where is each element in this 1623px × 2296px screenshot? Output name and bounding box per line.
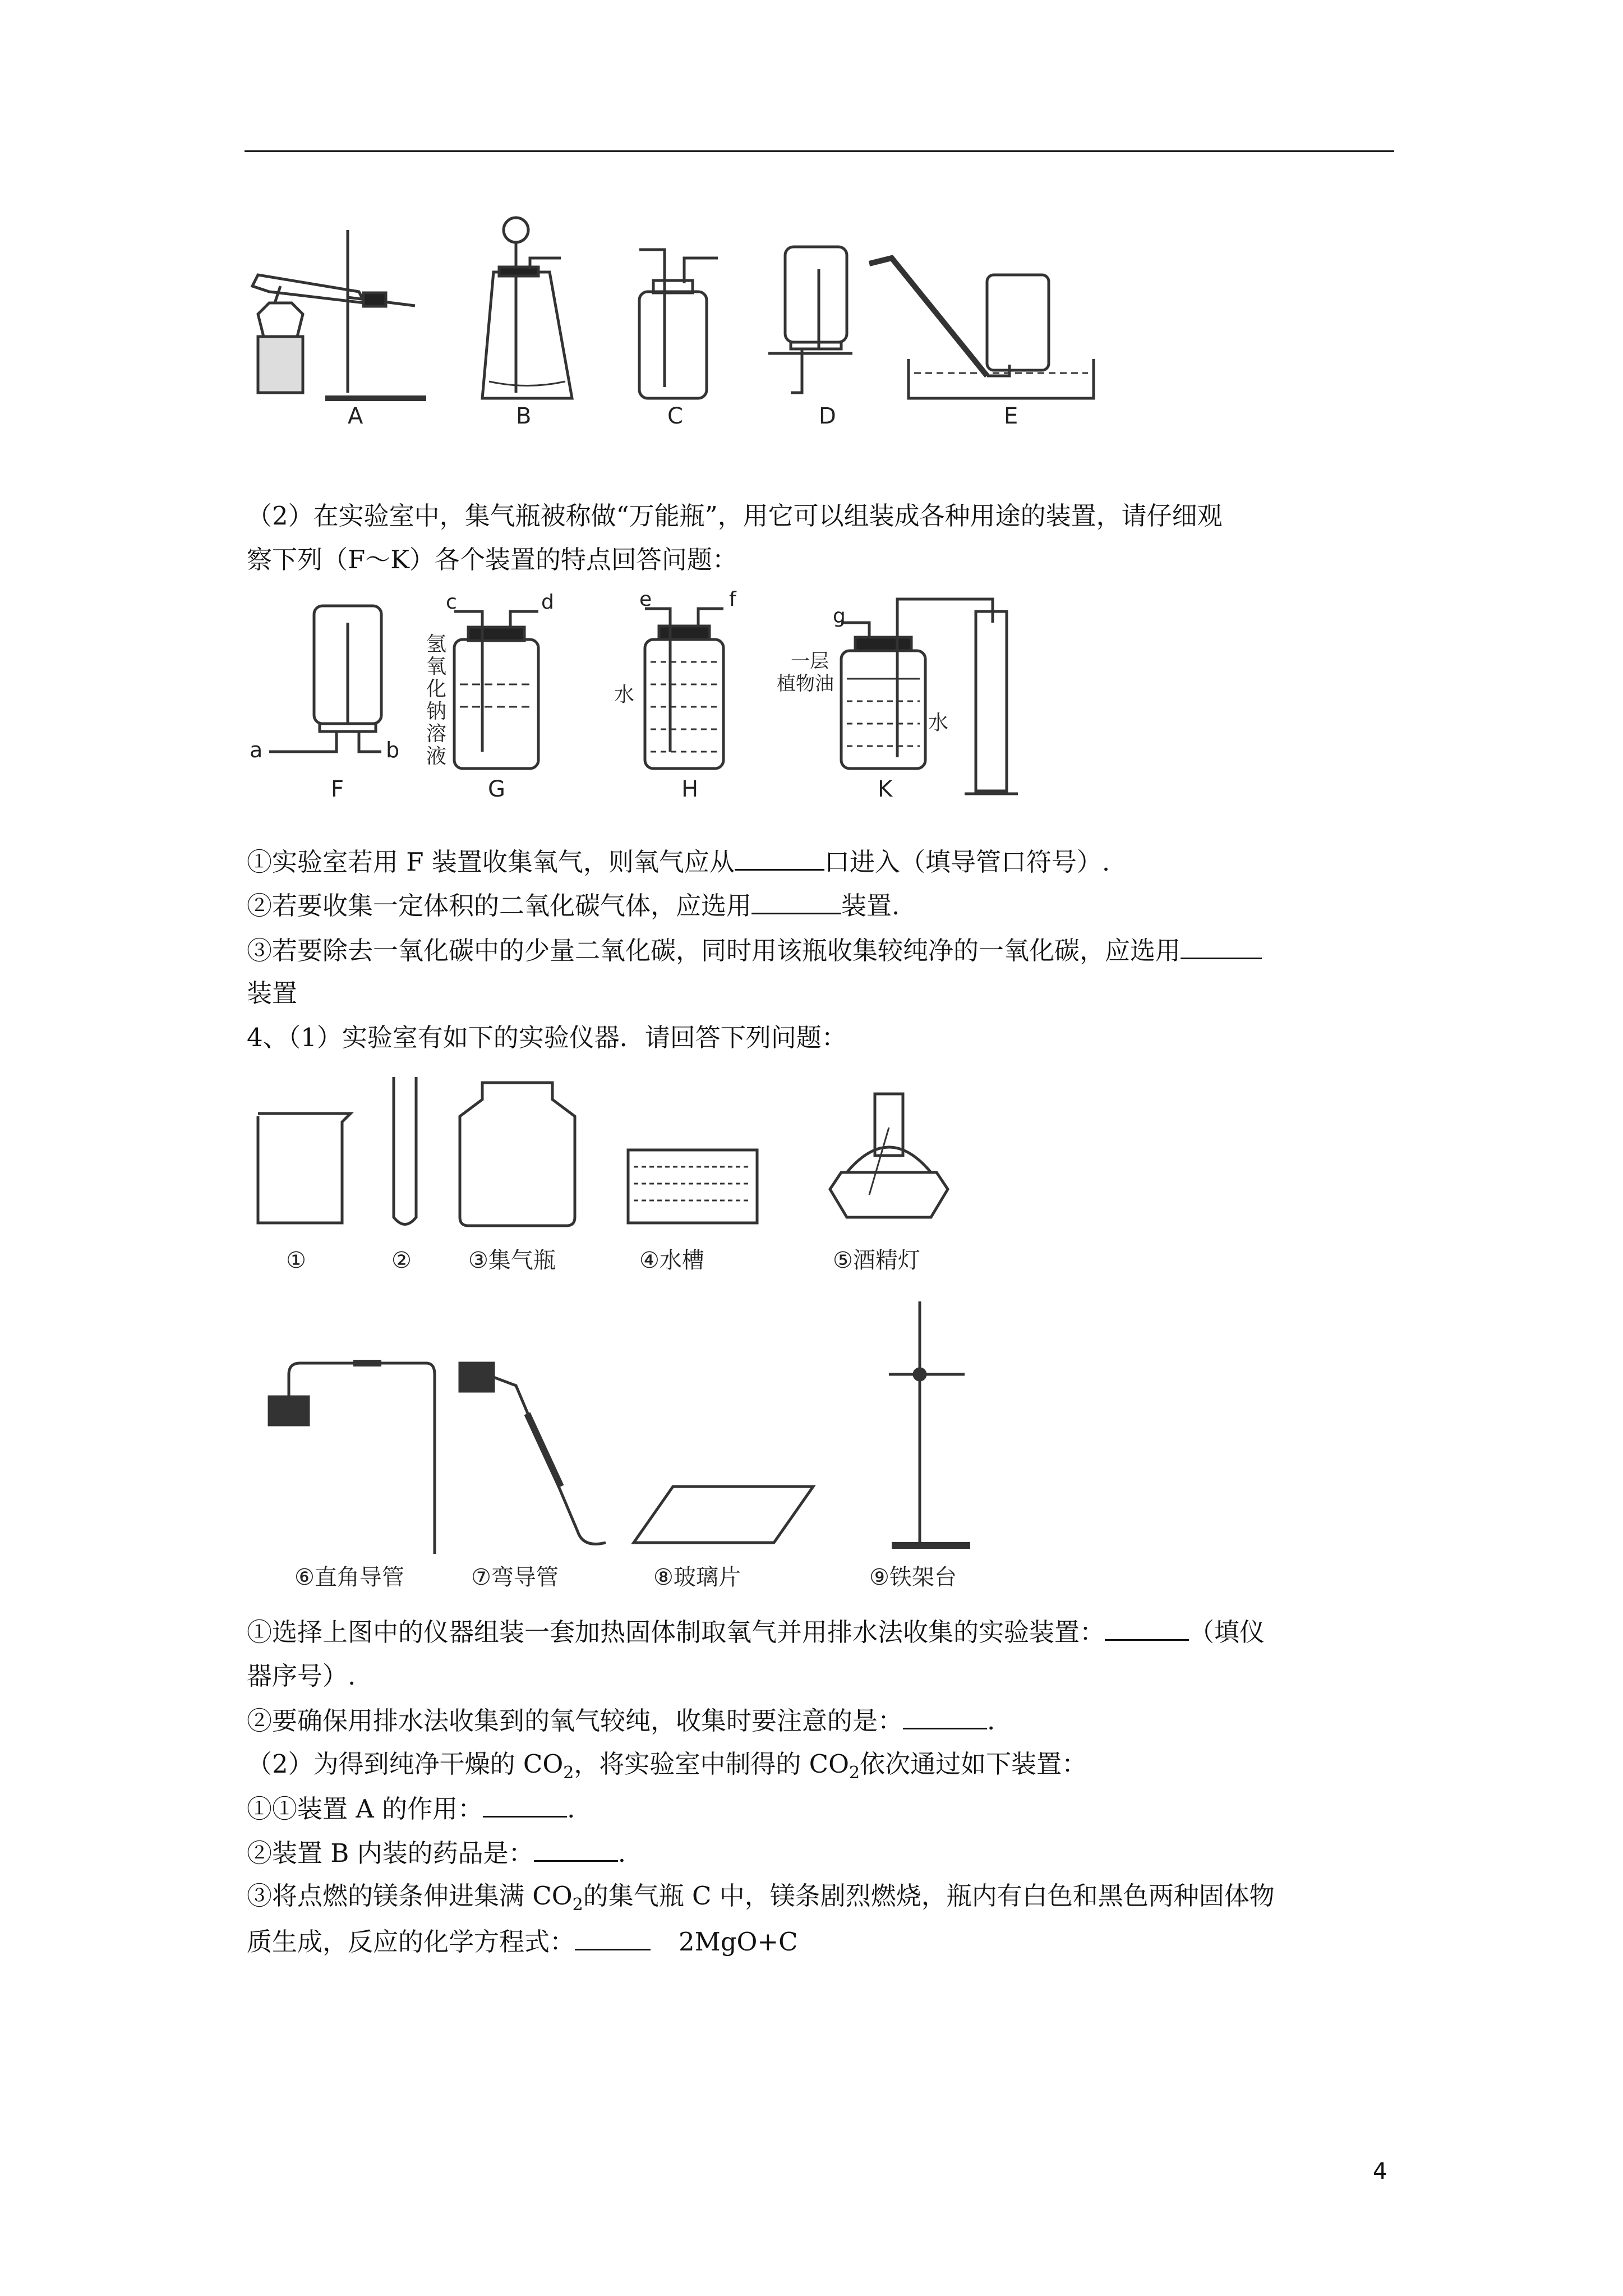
instrument-bent-tube — [460, 1363, 606, 1544]
label-instrument-6: ⑥直角导管 — [294, 1565, 404, 1588]
q4-item-4: ②装置 B 内装的药品是： . — [247, 1835, 626, 1870]
apparatus-f — [269, 606, 381, 752]
q4-part2-intro: （2）为得到纯净干燥的 $CO_2$，将实验室中制得的 $CO_2$依次通过如下装置： — [247, 1749, 1087, 1783]
instrument-test-tube — [394, 1077, 416, 1225]
water-label-h: 水 — [614, 683, 635, 706]
answer-blank-q4-1[interactable] — [1105, 1614, 1189, 1641]
port-b: b — [386, 738, 400, 762]
answer-blank-q4-2[interactable] — [903, 1703, 987, 1729]
apparatus-b — [482, 218, 572, 398]
instrument-glass-plate — [634, 1487, 813, 1543]
answer-blank-q3-3[interactable] — [1181, 933, 1262, 959]
page-number: 4 — [1373, 2159, 1387, 2184]
solution-char-3: 化 — [426, 678, 447, 701]
figure-instruments — [247, 1060, 1088, 1588]
q4-item-2: ②要确保用排水法收集到的氧气较纯，收集时要注意的是： . — [247, 1703, 995, 1738]
label-g: G — [488, 776, 505, 802]
instrument-water-trough — [628, 1150, 757, 1223]
q4-item-5: ③将点燃的镁条伸进集满 $CO_2$的集气瓶 C 中，镁条剧烈燃烧，瓶内有白色和黑色两种固体物 — [247, 1881, 1275, 1915]
label-instrument-9: ⑨铁架台 — [869, 1565, 957, 1588]
apparatus-c — [639, 250, 718, 398]
q4-title: 4、（1）实验室有如下的实验仪器．请回答下列问题： — [247, 1023, 847, 1052]
instrument-alcohol-lamp — [830, 1094, 948, 1217]
instrument-right-angle-tube — [269, 1363, 435, 1554]
apparatus-h — [645, 609, 723, 769]
solution-char-2: 氧 — [426, 655, 447, 678]
q3-part2-intro-line1: （2）在实验室中，集气瓶被称做“万能瓶”，用它可以组装成各种用途的装置，请仔细观 — [247, 501, 1223, 531]
port-e: e — [639, 589, 652, 611]
label-instrument-4: ④水槽 — [639, 1248, 704, 1273]
apparatus-k — [841, 599, 1018, 794]
q3-item-2: ②若要收集一定体积的二氧化碳气体，应选用 装置. — [247, 888, 900, 923]
apparatus-a — [252, 230, 426, 398]
q3-part2-intro-line2: 察下列（F～K）各个装置的特点回答问题： — [247, 545, 737, 574]
label-e: E — [1004, 403, 1018, 429]
q4-item-6: 质生成，反应的化学方程式： 2MgO+C — [247, 1924, 798, 1959]
water-label-k: 水 — [928, 711, 949, 734]
figure-apparatus-a-to-e — [236, 213, 1133, 438]
q4-item-1: ①选择上图中的仪器组装一套加热固体制取氧气并用排水法收集的实验装置： （填仪 — [247, 1614, 1265, 1649]
apparatus-g — [454, 611, 538, 769]
port-d: d — [541, 591, 554, 614]
port-c: c — [446, 591, 457, 614]
label-instrument-8: ⑧玻璃片 — [653, 1565, 741, 1588]
port-g: g — [833, 605, 846, 628]
instrument-beaker — [258, 1114, 351, 1223]
label-instrument-2: ② — [391, 1248, 412, 1273]
q3-item-3-cont: 装置 — [247, 978, 298, 1008]
solution-char-5: 溶 — [426, 723, 447, 746]
q4-item-1-cont: 器序号）. — [247, 1661, 356, 1691]
port-f: f — [729, 589, 736, 611]
label-c: C — [667, 403, 683, 429]
oil-label-line1: 一层 — [791, 650, 829, 673]
answer-blank-q4-5[interactable] — [575, 1924, 651, 1950]
port-a: a — [250, 738, 263, 762]
label-b: B — [516, 403, 532, 429]
label-instrument-3: ③集气瓶 — [468, 1248, 556, 1273]
figure-apparatus-f-to-k — [247, 589, 1088, 825]
header-rule — [245, 150, 1394, 152]
q3-item-1: ①实验室若用 F 装置收集氧气，则氧气应从 口进入（填导管口符号）. — [247, 844, 1110, 879]
instrument-iron-stand — [889, 1301, 970, 1545]
solution-char-4: 钠 — [426, 700, 447, 723]
label-d: D — [819, 403, 836, 429]
label-a: A — [348, 403, 363, 429]
answer-blank-q3-2[interactable] — [751, 888, 841, 914]
answer-blank-q3-1[interactable] — [735, 844, 824, 871]
q4-item-3: ①①装置 A 的作用： . — [247, 1791, 575, 1826]
answer-blank-q4-4[interactable] — [534, 1835, 618, 1862]
label-k: K — [878, 776, 893, 802]
apparatus-e — [869, 258, 1094, 398]
label-instrument-5: ⑤酒精灯 — [833, 1248, 920, 1273]
label-h: H — [681, 776, 699, 802]
label-f: F — [331, 776, 344, 802]
oil-label-line2: 植物油 — [777, 673, 834, 695]
q3-item-3: ③若要除去一氧化碳中的少量二氧化碳，同时用该瓶收集较纯净的一氧化碳，应选用 — [247, 933, 1262, 968]
label-instrument-1: ① — [286, 1248, 306, 1273]
answer-blank-q4-3[interactable] — [483, 1791, 567, 1818]
label-instrument-7: ⑦弯导管 — [471, 1565, 559, 1588]
apparatus-d — [768, 247, 852, 393]
solution-char-6: 液 — [426, 745, 447, 768]
instrument-gas-bottle — [460, 1083, 575, 1226]
solution-char-1: 氢 — [426, 633, 447, 656]
